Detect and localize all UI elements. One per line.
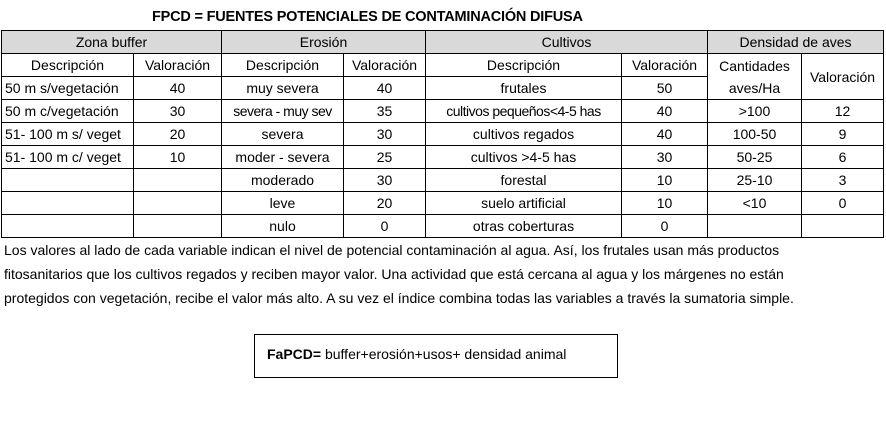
paragraph-line: Los valores al lado de cada variable indican el nivel de potencial contaminación al agua. Así, los frutales usan más productos [4,242,780,258]
table-row [2,215,884,238]
aves-cant-cell: 25-10 [708,169,802,192]
cultivos-val-cell: 10 [622,192,708,215]
erosion-desc-cell: muy severa [222,77,344,100]
erosion-val-cell: 0 [344,215,426,238]
col-header-erosion-val: Valoración [344,54,426,77]
buffer-desc-cell [2,192,134,215]
erosion-desc-cell: leve [222,192,344,215]
page-title: FPCD = FUENTES POTENCIALES DE CONTAMINACIÓN DIFUSA [152,9,583,25]
cultivos-val-cell: 10 [622,169,708,192]
cultivos-val-cell: 0 [622,215,708,238]
erosion-desc-cell: severa - muy sev [222,100,344,123]
col-header-cultivos-desc: Descripción [426,54,622,77]
buffer-val-cell: 20 [134,123,222,146]
group-header-erosion: Erosión [222,31,426,54]
formula-label: FaPCD= [267,346,322,362]
group-header-buffer: Zona buffer [2,31,222,54]
buffer-val-cell: 30 [134,100,222,123]
col-header-aves-cant [708,54,802,100]
table-row [2,100,884,123]
buffer-desc-cell: 51- 100 m c/ veget [2,146,134,169]
buffer-desc-cell: 50 m s/vegetación [2,77,134,100]
cultivos-desc-cell: cultivos pequeños<4-5 has [426,100,622,123]
cultivos-val-cell: 50 [622,77,708,100]
col-header-buffer-desc: Descripción [2,54,134,77]
col-header-cultivos-val: Valoración [622,54,708,77]
buffer-desc-cell: 51- 100 m s/ veget [2,123,134,146]
subheader-row [2,54,884,77]
aves-cant-cell: 50-25 [708,146,802,169]
cultivos-val-cell: 30 [622,146,708,169]
formula-box [254,334,618,378]
cultivos-desc-cell: forestal [426,169,622,192]
cultivos-desc-cell: cultivos regados [426,123,622,146]
erosion-val-cell: 20 [344,192,426,215]
erosion-desc-cell: severa [222,123,344,146]
aves-cant-cell: >100 [708,100,802,123]
buffer-val-cell [134,215,222,238]
group-header-cultivos: Cultivos [426,31,708,54]
erosion-val-cell: 30 [344,169,426,192]
aves-cant-line-2: aves/Ha [728,79,781,96]
aves-val-cell: 3 [802,169,884,192]
group-header-aves: Densidad de aves [708,31,884,54]
fpcd-table [1,30,884,238]
col-header-buffer-val: Valoración [134,54,222,77]
erosion-val-cell: 40 [344,77,426,100]
table-row [2,169,884,192]
aves-val-cell: 12 [802,100,884,123]
aves-cant-cell: 100-50 [708,123,802,146]
buffer-val-cell [134,169,222,192]
cultivos-desc-cell: suelo artificial [426,192,622,215]
col-header-erosion-desc: Descripción [222,54,344,77]
paragraph-line: fitosanitarios que los cultivos regados y reciben mayor valor. Una actividad que está cercana al agua y los márgenes no están [4,266,784,282]
paragraph-line: protegidos con vegetación, recibe el valor más alto. A su vez el índice combina todas las variables a través la sumatoria simple. [4,290,794,306]
cultivos-desc-cell: frutales [426,77,622,100]
col-header-aves-val: Valoración [802,54,884,100]
erosion-desc-cell: nulo [222,215,344,238]
formula-expression: buffer+erosión+usos+ densidad animal [324,346,567,362]
erosion-desc-cell: moder - severa [222,146,344,169]
cultivos-desc-cell: cultivos >4-5 has [426,146,622,169]
buffer-val-cell: 40 [134,77,222,100]
aves-cant-cell [708,215,802,238]
aves-val-cell [802,215,884,238]
cultivos-val-cell: 40 [622,123,708,146]
group-header-row [2,31,884,54]
aves-val-cell: 9 [802,123,884,146]
buffer-desc-cell: 50 m c/vegetación [2,100,134,123]
cultivos-val-cell: 40 [622,100,708,123]
erosion-val-cell: 30 [344,123,426,146]
table-row [2,146,884,169]
aves-cant-cell: <10 [708,192,802,215]
explanation-paragraph [4,238,884,310]
buffer-val-cell [134,192,222,215]
erosion-desc-cell: moderado [222,169,344,192]
erosion-val-cell: 25 [344,146,426,169]
cultivos-desc-cell: otras coberturas [426,215,622,238]
table-row [2,123,884,146]
aves-val-cell: 6 [802,146,884,169]
buffer-desc-cell [2,169,134,192]
buffer-desc-cell [2,215,134,238]
aves-cant-line-1: Cantidades [719,57,790,74]
erosion-val-cell: 35 [344,100,426,123]
aves-val-cell: 0 [802,192,884,215]
table-row [2,192,884,215]
buffer-val-cell: 10 [134,146,222,169]
